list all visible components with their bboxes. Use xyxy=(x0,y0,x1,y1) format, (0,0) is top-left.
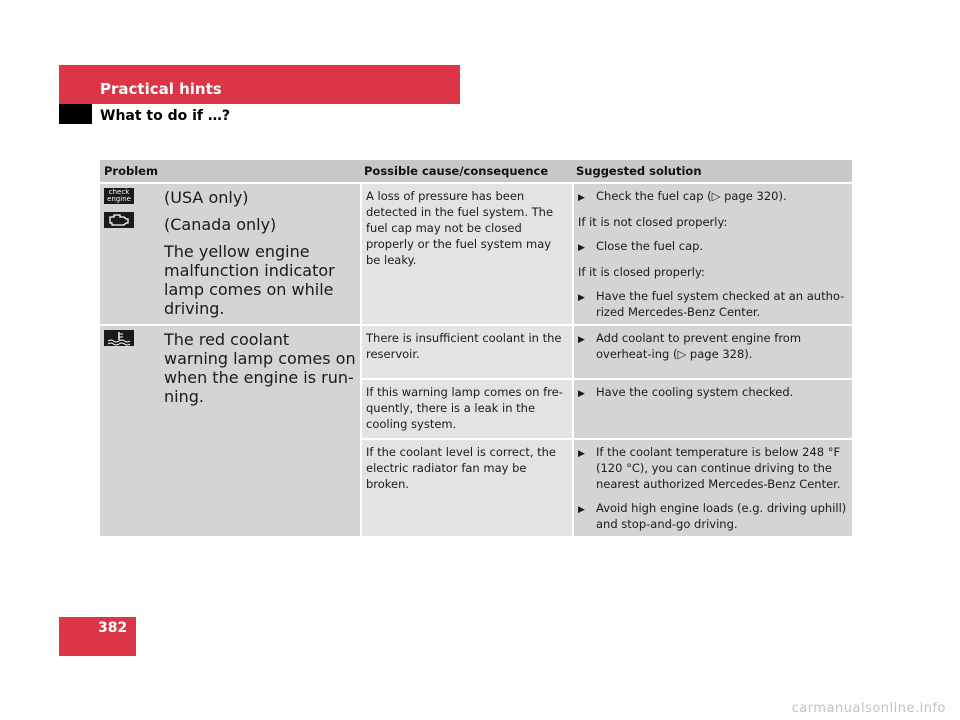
cause-cell: If the coolant level is correct, the electric radiator fan may be broken. xyxy=(360,440,572,536)
solution-step: ▶ Have the cooling system checked. xyxy=(578,384,848,402)
triangle-bullet-icon: ▶ xyxy=(578,335,585,345)
troubleshooting-table xyxy=(100,160,852,536)
section-title: Practical hints xyxy=(100,80,222,98)
solution-step: ▶ Avoid high engine loads (e.g. driving uphill) and stop-and-go driving. xyxy=(578,501,847,531)
solution-cell xyxy=(572,326,852,378)
page-number: 382 xyxy=(98,620,128,636)
cause-solution-row xyxy=(360,380,852,438)
problem-text: The red coolant warning lamp comes on when the engine is run-ning. xyxy=(164,330,356,406)
usa-only-label: (USA only) xyxy=(164,188,249,207)
solution-step: ▶ Have the fuel system checked at an autho-rized Mercedes-Benz Center. xyxy=(578,289,845,319)
cause-cell: If this warning lamp comes on fre-quently, there is a leak in the cooling system. xyxy=(360,380,572,438)
cause-solution-row xyxy=(360,440,852,536)
page-subtitle: What to do if …? xyxy=(100,108,231,124)
triangle-bullet-icon: ▶ xyxy=(578,449,585,459)
solution-condition: If it is closed properly: xyxy=(578,265,705,279)
triangle-bullet-icon: ▶ xyxy=(578,193,585,203)
triangle-bullet-icon: ▶ xyxy=(578,505,585,515)
problem-icons xyxy=(100,326,160,536)
canada-only-label: (Canada only) xyxy=(164,215,277,234)
solution-step: ▶ Close the fuel cap. xyxy=(578,238,848,256)
cause-solution-row xyxy=(360,326,852,378)
column-header-cause: Possible cause/consequence xyxy=(364,164,549,178)
solution-condition: If it is not closed properly: xyxy=(578,215,728,229)
table-header xyxy=(100,160,852,182)
triangle-bullet-icon: ▶ xyxy=(578,243,585,253)
cause-solution-group xyxy=(360,326,852,536)
solution-cell xyxy=(572,184,852,324)
problem-cell xyxy=(100,184,360,324)
problem-text xyxy=(160,184,360,324)
problem-cell xyxy=(100,326,360,536)
table-row xyxy=(100,326,852,536)
solution-step: ▶ Check the fuel cap (▷ page 320). xyxy=(578,188,848,206)
solution-cell xyxy=(572,440,852,536)
cause-cell: There is insufficient coolant in the reservoir. xyxy=(360,326,572,378)
watermark: carmanualsonline.info xyxy=(791,701,946,716)
column-header-solution: Suggested solution xyxy=(576,164,702,178)
coolant-temperature-icon xyxy=(104,330,134,346)
problem-description: The yellow engine malfunction indicator lamp comes on while driving. xyxy=(164,242,335,318)
engine-icon xyxy=(104,212,134,228)
column-header-problem: Problem xyxy=(104,164,158,178)
solution-cell xyxy=(572,380,852,438)
triangle-bullet-icon: ▶ xyxy=(578,389,585,399)
triangle-bullet-icon: ▶ xyxy=(578,293,585,303)
problem-icons xyxy=(100,184,160,324)
table-row xyxy=(100,184,852,324)
header-tab xyxy=(59,104,92,124)
check-engine-icon: check engine xyxy=(104,188,134,204)
solution-step: ▶ If the coolant temperature is below 248 °F (120 °C), you can continue driving to the nearest authorized Mercedes-Benz Center. xyxy=(578,445,841,491)
cause-cell: A loss of pressure has been detected in the fuel system. The fuel cap may not be closed properly or the fuel system may be leaky. xyxy=(360,184,572,324)
solution-step: ▶ Add coolant to prevent engine from overheat-ing (▷ page 328). xyxy=(578,331,802,361)
